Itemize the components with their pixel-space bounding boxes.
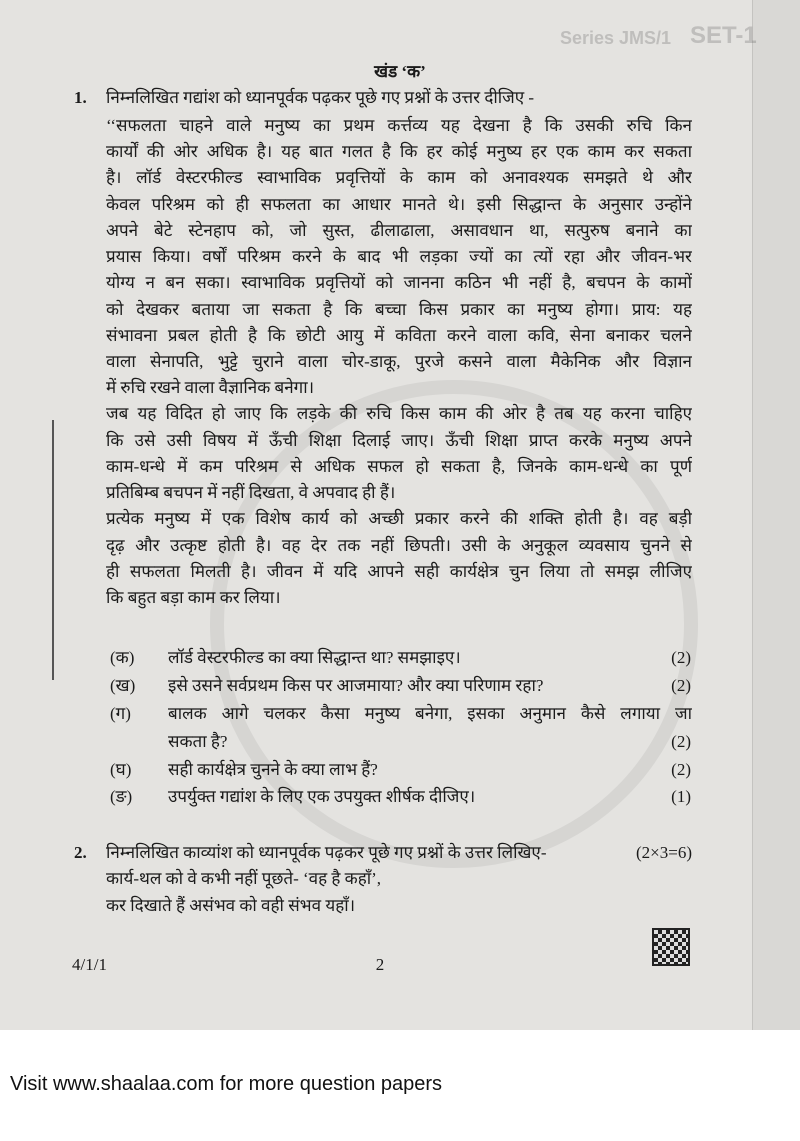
marks: (2) [671,676,691,695]
passage-line: योग्य न बन सका। स्वाभाविक प्रवृत्तियों को जानना कठिन भी नहीं है, बचपन के कामों [106,273,692,292]
question-instruction: निम्नलिखित गद्यांश को ध्यानपूर्वक पढ़कर पूछे गए प्रश्नों के उत्तर दीजिए - [106,88,535,107]
subquestion-text: लॉर्ड वेस्टरफील्ड का क्या सिद्धान्त था? समझाइए। [168,648,461,667]
passage-line: काम-धन्धे में कम परिश्रम से अधिक सफल हो सकता है, जिनके काम-धन्धे का पूर्ण [106,457,692,476]
passage-line: प्रयास किया। वर्षों परिश्रम करने के बाद भी लड़का ज्यों का त्यों रहा और जीवन-भर [106,247,692,266]
shaalaa-banner-link[interactable]: Visit www.shaalaa.com for more question papers [10,1073,443,1095]
passage-line: को देखकर बताया जा सकता है कि बच्चा किस प्रकार का मनुष्य होगा। प्राय: यह [106,300,692,319]
passage-line: संभावना प्रबल होती है कि छोटी आयु में कविता करने वाला कवि, सेना बनाकर चलने [106,326,692,345]
passage-line: अपने बेटे स्टेनहाप को, जो सुस्त, ढीलाढाला, असावधान था, सत्पुरुष बनाने का [106,221,692,240]
passage-line: ‘‘सफलता चाहने वाले मनुष्य का प्रथम कर्त्तव्य यह देखना है कि उसकी रुचि किन [106,116,692,135]
passage-line: कि उसे उसी विषय में ऊँची शिक्षा दिलाई जाए। ऊँची शिक्षा प्राप्त करके मनुष्य अपने [106,431,692,450]
subquestion-label: (घ) [110,760,132,779]
poem-line: कार्य-थल को वे कभी नहीं पूछते- ‘वह है कहाँ’, [106,869,382,888]
subquestion-text: सही कार्यक्षेत्र चुनने के क्या लाभ हैं? [168,760,378,779]
passage-line: प्रतिबिम्ब बचपन में नहीं दिखता, वे अपवाद ही हैं। [106,483,396,502]
page-edge [752,0,800,1030]
paper-code: 4/1/1 [72,955,107,974]
subquestion-text: बालक आगे चलकर कैसा मनुष्य बनेगा, इसका अनुमान कैसे लगाया जा [168,704,692,723]
margin-line [52,420,54,680]
passage-line: केवल परिश्रम को ही सफलता का आधार मानते थे। इसी सिद्धान्त के अनुसार उन्होंने [106,195,692,214]
passage-line: है। लॉर्ड वेस्टरफील्ड स्वाभाविक प्रवृत्तियों के काम को अनावश्यक समझते थे और [106,168,692,187]
passage-line: ही सफलता मिलती है। जीवन में यदि आपने सही कार्यक्षेत्र चुन लिया तो समझ लीजिए [106,562,692,581]
qr-code-icon [652,928,690,966]
page-number: 2 [375,955,385,974]
passage-line: वाला सेनापति, भुट्टे चुराने वाला चोर-डाकू, पुरजे कसने वाला मैकेनिक और विज्ञान [106,352,692,371]
passage-line: कार्यों की ओर अधिक है। यह बात गलत है कि हर कोई मनुष्य हर एक काम कर सकता [106,142,692,161]
subquestion-label: (ङ) [110,787,133,806]
poem-line: कर दिखाते हैं असंभव को वही संभव यहाँ। [106,896,356,915]
subquestion-label: (ख) [110,676,136,695]
set-ghost: SET-1 [690,22,757,49]
subquestion-text: उपर्युक्त गद्यांश के लिए एक उपयुक्त शीर्षक दीजिए। [168,787,476,806]
marks: (2) [671,760,691,779]
series-ghost: Series JMS/1 [560,28,672,48]
question-number: 2. [74,843,87,862]
marks: (2×3=6) [636,843,692,862]
passage-line: में रुचि रखने वाला वैज्ञानिक बनेगा। [106,378,315,397]
marks: (1) [671,787,691,806]
passage-line: कि बहुत बड़ा काम कर लिया। [106,588,281,607]
subquestion-text: सकता है? [168,732,228,751]
subquestion-label: (क) [110,648,135,667]
passage-line: जब यह विदित हो जाए कि लड़के की रुचि किस काम की ओर है तब यह करना चाहिए [106,404,692,423]
section-heading: खंड ‘क’ [374,62,426,81]
marks: (2) [671,732,691,751]
passage-line: दृढ़ और उत्कृष्ट होती है। वह देर तक नहीं छिपती। उसी के अनुकूल व्यवसाय चुनने से [106,536,692,555]
question-instruction: निम्नलिखित काव्यांश को ध्यानपूर्वक पढ़कर पूछे गए प्रश्नों के उत्तर लिखिए- [106,843,547,862]
subquestion-text: इसे उसने सर्वप्रथम किस पर आजमाया? और क्या परिणाम रहा? [168,676,544,695]
subquestion-label: (ग) [110,704,131,723]
marks: (2) [671,648,691,667]
question-number: 1. [74,88,87,107]
passage-line: प्रत्येक मनुष्य में एक विशेष कार्य को अच्छी प्रकार करने की शक्ति होती है। वह बड़ी [106,509,692,528]
